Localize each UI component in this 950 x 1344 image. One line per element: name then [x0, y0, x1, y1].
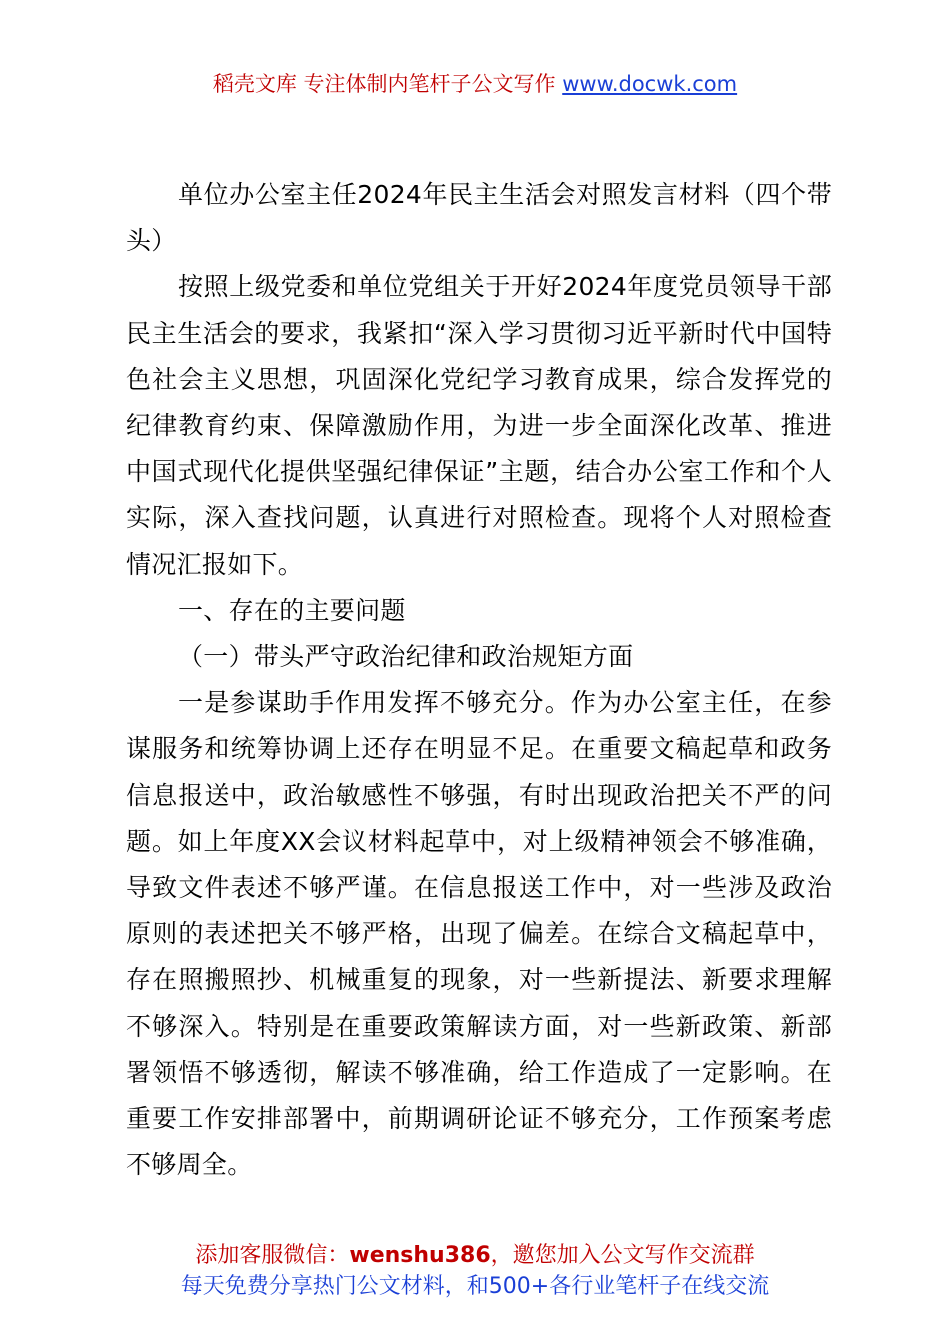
section-heading: 一、存在的主要问题	[178, 595, 406, 625]
subsection-heading: （一）带头严守政治纪律和政治规矩方面	[178, 642, 634, 672]
document-body	[126, 172, 832, 1188]
document-title: 单位办公室主任2024年民主生活会对照发言材料（四个带头）	[126, 180, 832, 256]
page-header	[0, 68, 950, 100]
footer-wechat-prefix: 添加客服微信：	[195, 1243, 350, 1268]
intro-paragraph: 按照上级党委和单位党组关于开好2024年度党员领导干部民主生活会的要求，我紧扣“深入学习贯彻习近平新时代中国特色社会主义思想，巩固深化党纪学习教育成果，综合发挥党的纪律教育约束、保障激励作用，为进一步全面深化改革、推进中国式现代化提供坚强纪律保证”主题，结合办公室工作和个人实际，深入查找问题，认真进行对照检查。现将个人对照检查情况汇报如下。	[126, 272, 832, 579]
footer-wechat-line	[0, 1240, 950, 1271]
body-paragraph: 一是参谋助手作用发挥不够充分。作为办公室主任，在参谋服务和统筹协调上还存在明显不足。在重要文稿起草和政务信息报送中，政治敏感性不够强，有时出现政治把关不严的问题。如上年度XX会议材料起草中，对上级精神领会不够准确，导致文件表述不够严谨。在信息报送工作中，对一些涉及政治原则的表述把关不够严格，出现了偏差。在综合文稿起草中，存在照搬照抄、机械重复的现象，对一些新提法、新要求理解不够深入。特别是在重要政策解读方面，对一些新政策、新部署领悟不够透彻，解读不够准确，给工作造成了一定影响。在重要工作安排部署中，前期调研论证不够充分，工作预案考虑不够周全。	[126, 688, 832, 1180]
footer-wechat-suffix: ，邀您加入公文写作交流群	[490, 1243, 755, 1268]
page-footer	[0, 1240, 950, 1302]
wechat-id: wenshu386	[349, 1243, 491, 1268]
footer-promo-line: 每天免费分享热门公文材料，和500+各行业笔杆子在线交流	[180, 1274, 770, 1299]
brand-text: 稻壳文库 专注体制内笔杆子公文写作	[212, 72, 563, 96]
site-link[interactable]: www.docwk.com	[562, 72, 738, 96]
